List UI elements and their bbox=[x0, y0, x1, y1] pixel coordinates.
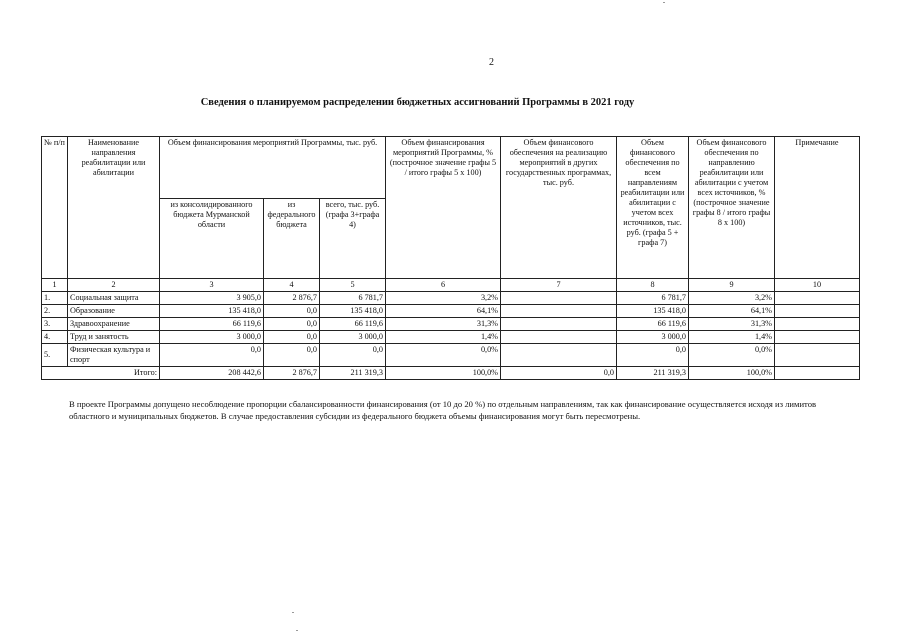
cell-regional-budget: 66 119,6 bbox=[160, 318, 264, 331]
total-row bbox=[42, 367, 860, 380]
cell-federal-budget: 0,0 bbox=[264, 331, 320, 344]
total-label: Итого: bbox=[42, 367, 160, 380]
cell-all-sources: 6 781,7 bbox=[617, 292, 689, 305]
header-col-5: всего, тыс. руб. (графа 3+графа 4) bbox=[320, 199, 386, 279]
cell-note bbox=[775, 292, 860, 305]
cell-other-programs bbox=[501, 344, 617, 367]
table-row bbox=[42, 331, 860, 344]
cell-all-sources: 3 000,0 bbox=[617, 331, 689, 344]
cell-other-programs bbox=[501, 318, 617, 331]
header-direction-name: Наименование направления реабилитации или абилитации bbox=[68, 137, 160, 279]
cell-note bbox=[775, 331, 860, 344]
cell-all-sources-percent: 3,2% bbox=[689, 292, 775, 305]
header-col-7: Объем финансового обеспечения на реализацию мероприятий в других государственных программах, тыс. руб. bbox=[501, 137, 617, 279]
cell-note bbox=[775, 318, 860, 331]
cell-all-sources-percent: 64,1% bbox=[689, 305, 775, 318]
header-funding-group: Объем финансирования мероприятий Программы, тыс. руб. bbox=[160, 137, 386, 199]
budget-allocation-table bbox=[41, 136, 860, 380]
row-number: 4. bbox=[42, 331, 68, 344]
scan-speck bbox=[292, 612, 294, 613]
cell-share-percent: 64,1% bbox=[386, 305, 501, 318]
total-all-sources: 211 319,3 bbox=[617, 367, 689, 380]
scan-speck bbox=[663, 2, 665, 3]
total-other-programs: 0,0 bbox=[501, 367, 617, 380]
header-col-3: из консолидированного бюджета Мурманской области bbox=[160, 199, 264, 279]
total-share-percent: 100,0% bbox=[386, 367, 501, 380]
cell-federal-budget: 0,0 bbox=[264, 318, 320, 331]
table-row bbox=[42, 318, 860, 331]
row-direction-name: Социальная защита bbox=[68, 292, 160, 305]
document-title: Сведения о планируемом распределении бюджетных ассигнований Программы в 2021 году bbox=[200, 97, 635, 108]
cell-other-programs bbox=[501, 331, 617, 344]
index-cell: 4 bbox=[264, 279, 320, 292]
index-cell: 9 bbox=[689, 279, 775, 292]
cell-other-programs bbox=[501, 292, 617, 305]
row-direction-name: Здравоохранение bbox=[68, 318, 160, 331]
cell-share-percent: 31,3% bbox=[386, 318, 501, 331]
cell-note bbox=[775, 344, 860, 367]
row-number: 2. bbox=[42, 305, 68, 318]
page-number: 2 bbox=[489, 57, 494, 68]
cell-all-sources: 135 418,0 bbox=[617, 305, 689, 318]
cell-share-percent: 3,2% bbox=[386, 292, 501, 305]
cell-regional-budget: 0,0 bbox=[160, 344, 264, 367]
cell-regional-budget: 135 418,0 bbox=[160, 305, 264, 318]
index-cell: 5 bbox=[320, 279, 386, 292]
index-cell: 8 bbox=[617, 279, 689, 292]
index-cell: 1 bbox=[42, 279, 68, 292]
footnote-text: В проекте Программы допущено несоблюдение пропорции сбалансированности финансирования (от 10 до 20 %) по отдельным направлениям, так как финансирование осуществляется исходя из лимитов областного и муниципальных бюджетов. В случае предоставления субсидии из федерального бюджета объемы финансирования могут быть пересмотрены. bbox=[69, 399, 817, 422]
cell-all-sources-percent: 1,4% bbox=[689, 331, 775, 344]
header-row-top bbox=[42, 137, 860, 199]
table-row bbox=[42, 292, 860, 305]
cell-regional-budget: 3 000,0 bbox=[160, 331, 264, 344]
cell-share-percent: 0,0% bbox=[386, 344, 501, 367]
header-col-6: Объем финансирования мероприятий Программы, % (построчное значение графы 5 / итого графы 5 х 100) bbox=[386, 137, 501, 279]
table-row bbox=[42, 305, 860, 318]
table-row bbox=[42, 344, 860, 367]
total-all-sources-percent: 100,0% bbox=[689, 367, 775, 380]
row-number: 3. bbox=[42, 318, 68, 331]
cell-total: 135 418,0 bbox=[320, 305, 386, 318]
cell-all-sources: 0,0 bbox=[617, 344, 689, 367]
column-index-row bbox=[42, 279, 860, 292]
cell-share-percent: 1,4% bbox=[386, 331, 501, 344]
index-cell: 7 bbox=[501, 279, 617, 292]
cell-total: 3 000,0 bbox=[320, 331, 386, 344]
index-cell: 3 bbox=[160, 279, 264, 292]
cell-all-sources-percent: 31,3% bbox=[689, 318, 775, 331]
index-cell: 10 bbox=[775, 279, 860, 292]
cell-total: 0,0 bbox=[320, 344, 386, 367]
row-number: 5. bbox=[42, 344, 68, 367]
header-num: № п/п bbox=[42, 137, 68, 279]
cell-total: 66 119,6 bbox=[320, 318, 386, 331]
header-col-9: Объем финансового обеспечения по направлению реабилитации или абилитации с учетом всех источников, % (построчное значение графы 8 / итого графы 8 х 100) bbox=[689, 137, 775, 279]
cell-regional-budget: 3 905,0 bbox=[160, 292, 264, 305]
row-direction-name: Труд и занятость bbox=[68, 331, 160, 344]
cell-all-sources: 66 119,6 bbox=[617, 318, 689, 331]
header-col-10: Примечание bbox=[775, 137, 860, 279]
index-cell: 6 bbox=[386, 279, 501, 292]
total-regional-budget: 208 442,6 bbox=[160, 367, 264, 380]
row-direction-name: Физическая культура и спорт bbox=[68, 344, 160, 367]
header-col-8: Объем финансового обеспечения по всем направлениям реабилитации или абилитации с учетом всех источников, тыс. руб. (графа 5 + графа 7) bbox=[617, 137, 689, 279]
cell-federal-budget: 2 876,7 bbox=[264, 292, 320, 305]
header-col-4: из федерального бюджета bbox=[264, 199, 320, 279]
row-direction-name: Образование bbox=[68, 305, 160, 318]
scan-speck bbox=[296, 630, 298, 631]
total-sum: 211 319,3 bbox=[320, 367, 386, 380]
total-federal-budget: 2 876,7 bbox=[264, 367, 320, 380]
cell-all-sources-percent: 0,0% bbox=[689, 344, 775, 367]
total-note bbox=[775, 367, 860, 380]
cell-federal-budget: 0,0 bbox=[264, 344, 320, 367]
row-number: 1. bbox=[42, 292, 68, 305]
cell-other-programs bbox=[501, 305, 617, 318]
cell-total: 6 781,7 bbox=[320, 292, 386, 305]
index-cell: 2 bbox=[68, 279, 160, 292]
cell-federal-budget: 0,0 bbox=[264, 305, 320, 318]
cell-note bbox=[775, 305, 860, 318]
